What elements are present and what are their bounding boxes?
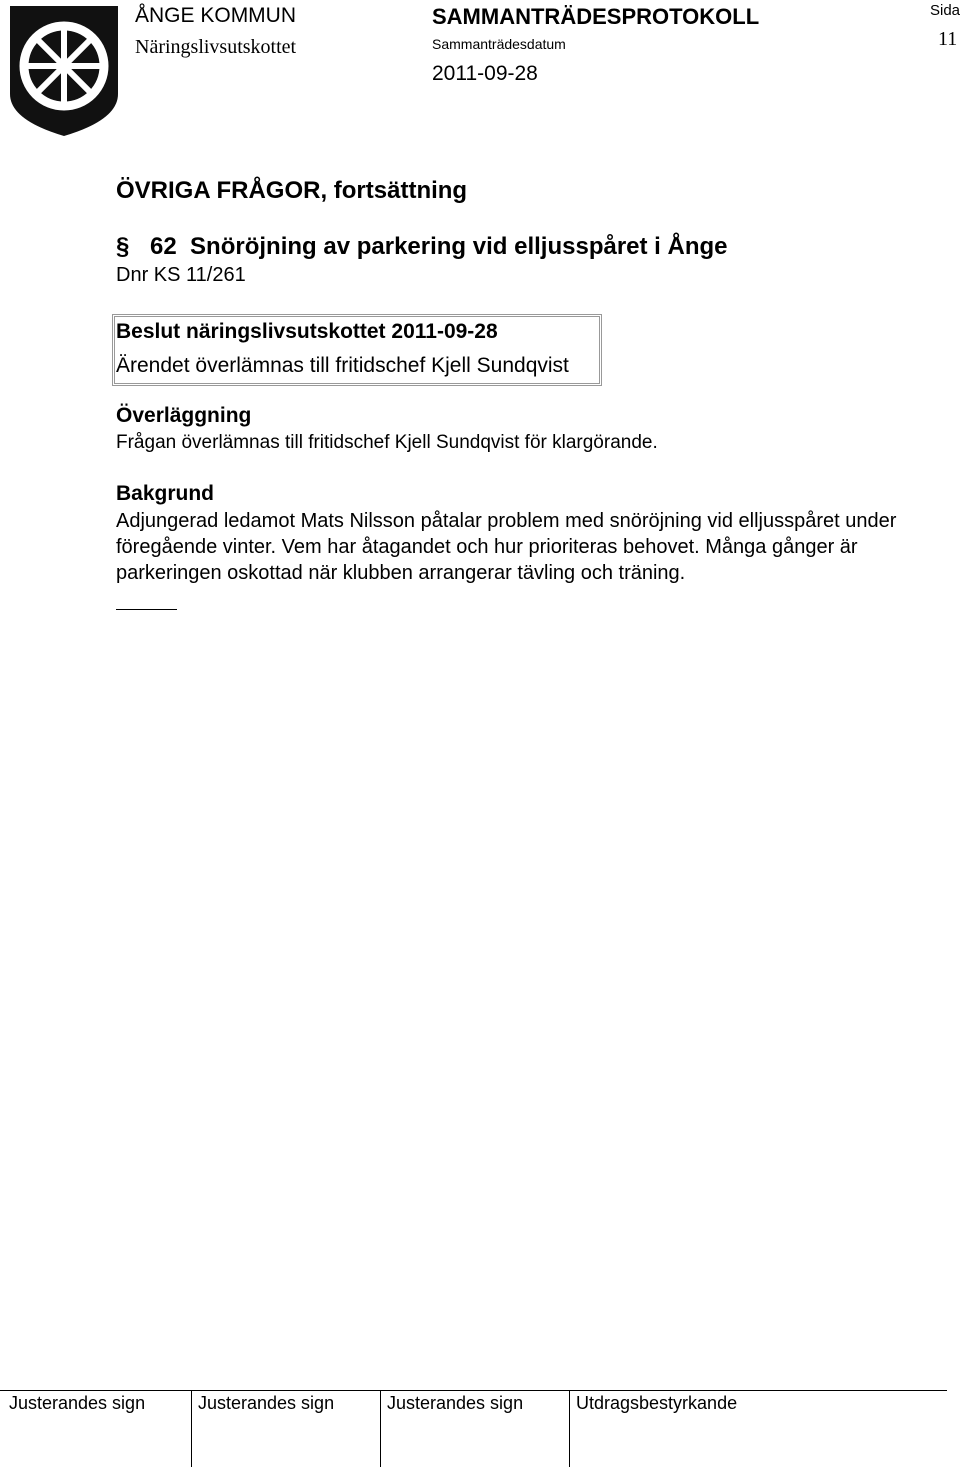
page-number: 11 [938, 28, 958, 50]
deliberation-text: Frågan överlämnas till fritidschef Kjell Sundqvist för klargörande. [116, 432, 658, 453]
organization-name: ÅNGE KOMMUN [135, 4, 297, 27]
item-number: 62 [150, 233, 177, 260]
deliberation-heading: Överläggning [116, 404, 252, 427]
end-divider [116, 609, 177, 610]
item-title [116, 233, 728, 261]
background-heading: Bakgrund [116, 482, 215, 505]
footer-divider [0, 1390, 947, 1391]
footer-sign-1: Justerandes sign [9, 1393, 146, 1413]
document-title: SAMMANTRÄDESPROTOKOLL [432, 4, 760, 29]
page-label: Sida [930, 2, 960, 19]
background-text: Adjungerad ledamot Mats Nilsson påtalar problem med snöröjning vid elljusspåret under föregående vinter. Vem har åtagandet och hur prioriteras behovet. Många gånger är parkeringen oskottad när klubben arrangerar tävling och träning. [116, 510, 897, 584]
footer-separator [380, 1391, 381, 1467]
decision-heading: Beslut näringslivsutskottet 2011-09-28 [116, 320, 498, 343]
coat-of-arms-wheel-icon [6, 2, 122, 138]
diary-number: Dnr KS 11/261 [116, 264, 246, 286]
meeting-date-label: Sammanträdesdatum [432, 36, 566, 52]
department-name: Näringslivsutskottet [135, 36, 297, 58]
meeting-date: 2011-09-28 [432, 62, 538, 85]
footer-separator [569, 1391, 570, 1467]
footer-separator [191, 1391, 192, 1467]
item-heading: Snöröjning av parkering vid elljusspåret i Ånge [190, 233, 728, 260]
paragraph-symbol: § [116, 233, 130, 260]
footer-sign-2: Justerandes sign [198, 1393, 335, 1413]
footer-sign-3: Justerandes sign [387, 1393, 524, 1413]
section-title: ÖVRIGA FRÅGOR, fortsättning [116, 177, 468, 204]
footer-certification: Utdragsbestyrkande [576, 1393, 738, 1413]
decision-text: Ärendet överlämnas till fritidschef Kjell Sundqvist [116, 354, 569, 377]
